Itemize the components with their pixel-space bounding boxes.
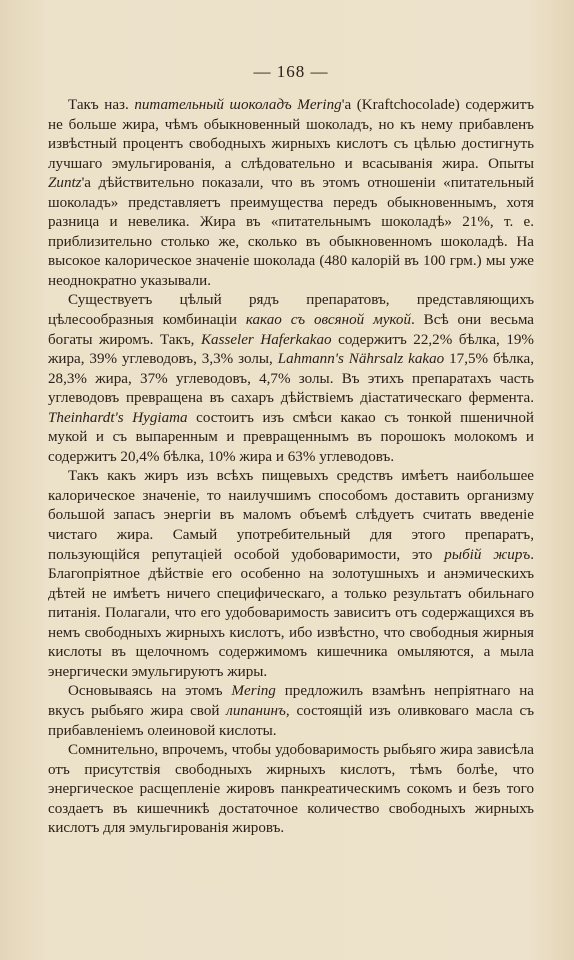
italic-phrase: Lahmann's Nährsalz kakao bbox=[277, 351, 445, 368]
paragraph-5 bbox=[48, 741, 534, 839]
text-run: . Благопріятное дѣйствіе его особенно на золотушныхъ и анэмическихъ дѣтей не имѣетъ ничего специфическаго, а только результатъ обильнаго питанія. Полагали, что его удобоваримость зависитъ отъ содержащихся въ немъ свободныхъ жирныхъ кислотъ, ибо извѣстно, что свободныя жирныя кислоты въ щелочномъ содержимомъ кишечника омыляются, а мыла энергически эмульгируютъ жиры. bbox=[48, 546, 534, 680]
italic-phrase: Mering bbox=[231, 683, 276, 700]
italic-phrase: липанинъ bbox=[226, 702, 286, 719]
italic-phrase: Zuntz bbox=[48, 175, 82, 192]
italic-phrase: Kasseler Haferkakao bbox=[200, 331, 332, 348]
text-run: Сомнительно, впрочемъ, чтобы удобоваримость рыбьяго жира зависѣла отъ присутствія свободныхъ жирныхъ кислотъ, тѣмъ болѣе, что энергическое расщепленіе жировъ панкреатическимъ сокомъ и безъ того создаетъ въ кишечникѣ достаточное количество свободныхъ жирныхъ кислотъ для эмульгированія жировъ. bbox=[48, 742, 534, 837]
text-run: . Всѣ они весьма богаты жиромъ. Такъ, bbox=[48, 312, 535, 348]
text-run: Такъ какъ жиръ изъ всѣхъ пищевыхъ средствъ имѣетъ наибольшее калорическое значеніе, то наилучшимъ способомъ доставить организму большой запасъ энергіи въ маломъ объемѣ слѣдуетъ считать введеніе чистаго жира. Самый употребительный для этого препаратъ, пользующійся репутаціей особой удобоваримости, это bbox=[48, 468, 534, 563]
body-text bbox=[48, 96, 534, 839]
text-run: Такъ наз. bbox=[68, 97, 135, 113]
text-run: 'a дѣйствительно показали, что въ этомъ отношеніи «питательный шоколадъ» представляетъ преимущества передъ обыкновеннымъ, хотя разница и невелика. Жира въ «питательнымъ шоколадѣ» 21%, т. е. приблизительно столько же, сколько въ обыкновенномъ шоколадѣ. На высокое калорическое значеніе шоколада (480 калорій въ 100 грм.) мы уже неоднократно указывали. bbox=[48, 175, 534, 289]
paragraph-1 bbox=[48, 96, 534, 291]
italic-phrase: питательный шоколадъ Mering bbox=[134, 97, 342, 113]
italic-phrase: Theinhardt's Hygiama bbox=[48, 409, 188, 426]
text-run: Основываясь на этомъ bbox=[68, 683, 232, 700]
italic-phrase: рыбій жиръ bbox=[444, 546, 531, 563]
text-run: предложилъ взамѣнъ непріятнаго на вкусъ рыбьяго жира свой bbox=[48, 683, 535, 719]
text-run: 'a (Kraftchocolade) содержитъ не больше жира, чѣмъ обыкновенный шоколадъ, но къ нему прибавленъ извѣстный процентъ свободныхъ жирныхъ кислотъ съ цѣлью достигнуть лучшаго эмульгированія, а слѣдовательно и всасыванія жира. Опыты bbox=[48, 97, 534, 172]
paragraph-3 bbox=[48, 467, 534, 682]
text-run: 17,5% бѣлка, 28,3% жира, 37% углеводовъ, 4,7% золы. Въ этихъ препаратахъ часть углеводовъ превращена въ сахаръ дѣйствіемъ діастатическаго фермента. bbox=[48, 351, 534, 407]
text-run: Существуетъ цѣлый рядъ препаратовъ, представляющихъ цѣлесообразныя комбинаціи bbox=[48, 292, 534, 329]
paragraph-4 bbox=[48, 682, 534, 741]
page-number: — 168 — bbox=[253, 62, 329, 81]
paragraph-2 bbox=[48, 291, 534, 467]
text-run: содержитъ 22,2% бѣлка, 19% жира, 39% углеводовъ, 3,3% золы, bbox=[48, 331, 535, 368]
text-run: состоитъ изъ смѣси какао съ тонкой пшеничной мукой и съ выпаренным и превращеннымъ въ порошокъ молокомъ и содержитъ 20,4% бѣлка, 10% жира и 63% углеводовъ. bbox=[48, 409, 534, 465]
italic-phrase: какао съ овсяной мукой bbox=[245, 312, 411, 329]
text-run: , состоящій изъ оливковаго масла съ прибавленіемъ олеиновой кислоты. bbox=[48, 702, 535, 739]
